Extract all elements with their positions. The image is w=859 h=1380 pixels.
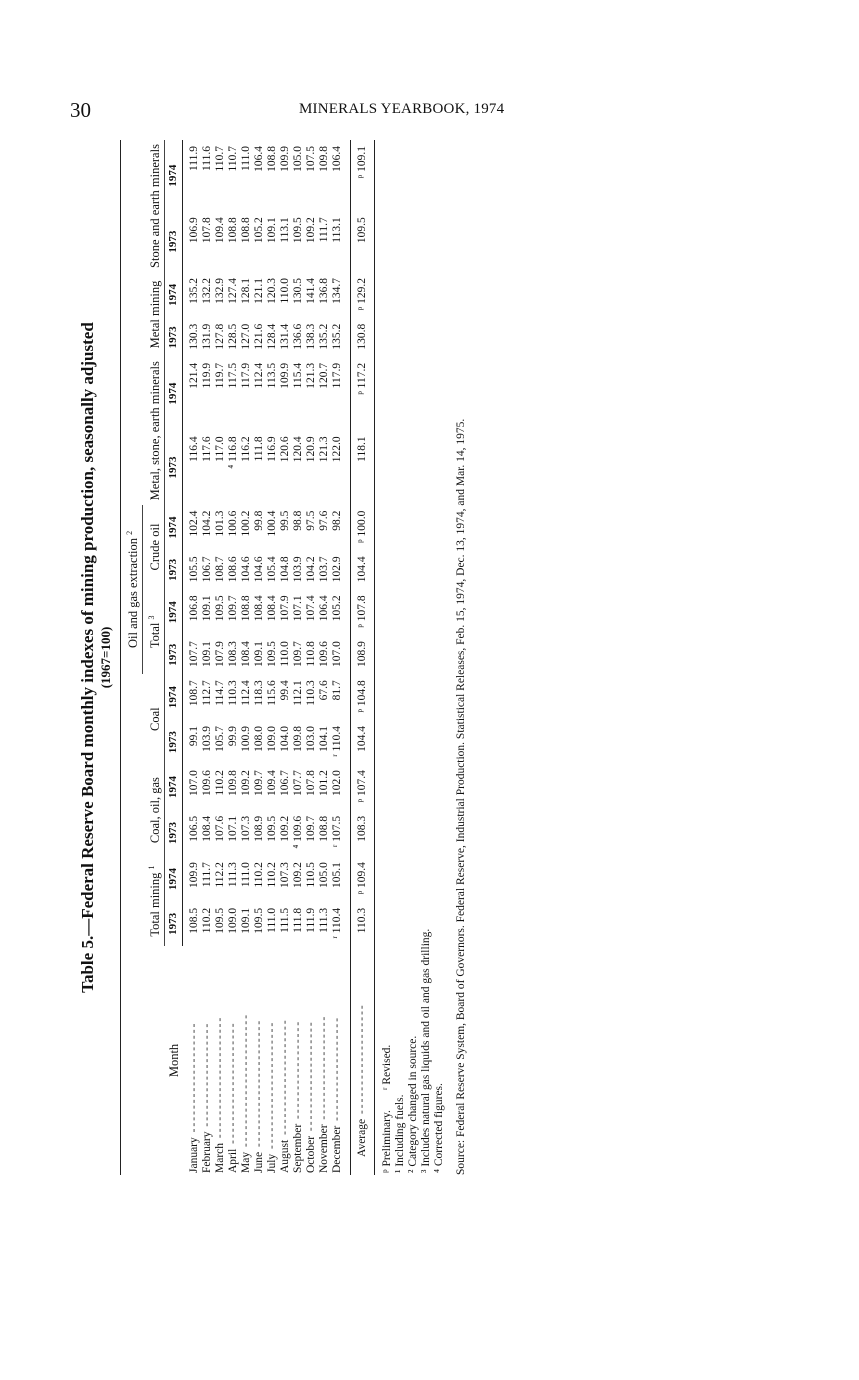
table-row xyxy=(214,140,227,1175)
value-cell: 135.2 xyxy=(331,323,344,350)
month-cell: January ------------------- xyxy=(188,1021,201,1173)
value-cell: 115.6 xyxy=(266,680,279,706)
year-header: 1973 xyxy=(165,720,183,764)
value-cell: ᵖ 104.8 xyxy=(351,674,375,720)
value-cell: 108.4 xyxy=(266,595,279,622)
value-cell: 108.5 xyxy=(188,907,201,934)
value-cell: 109.2 xyxy=(240,770,253,797)
table-row xyxy=(331,140,351,1175)
value-cell: 112.1 xyxy=(292,680,305,706)
value-cell: ᵖ 107.4 xyxy=(351,764,375,810)
value-cell: 104.2 xyxy=(201,510,214,537)
rotated-table-block xyxy=(70,140,490,1175)
value-cell: 116.4 xyxy=(188,436,201,462)
value-cell: 130.3 xyxy=(188,323,201,350)
table-row xyxy=(266,140,279,1175)
year-header: 1973 xyxy=(165,810,183,856)
value-cell: 107.3 xyxy=(240,815,253,842)
value-cell: 109.5 xyxy=(351,211,375,272)
value-cell: 107.1 xyxy=(227,815,240,842)
value-cell: ʳ 107.5 xyxy=(331,815,344,848)
value-cell: 111.9 xyxy=(188,146,201,172)
value-cell: 121.3 xyxy=(318,436,331,463)
value-cell: 131.4 xyxy=(279,323,292,350)
footnote-3: ³ Includes natural gas liquids and oil and gas drilling. xyxy=(420,928,433,1173)
month-cell: August -------------------- xyxy=(279,1018,292,1173)
value-cell: 100.2 xyxy=(240,510,253,537)
value-cell: 102.9 xyxy=(331,556,344,583)
value-cell: 106.9 xyxy=(188,217,201,244)
value-cell: 107.8 xyxy=(201,217,214,244)
page-number: 30 xyxy=(70,98,91,122)
value-cell: 110.2 xyxy=(214,770,227,796)
value-cell: 141.4 xyxy=(305,278,318,304)
footnotes xyxy=(381,140,446,1175)
metal-stone-header: Metal, stone, earth minerals xyxy=(121,357,165,505)
value-cell: ⁴ 116.8 xyxy=(227,436,240,469)
value-cell: 109.7 xyxy=(292,641,305,668)
value-cell: 108.3 xyxy=(227,641,240,668)
value-cell: 127.4 xyxy=(227,278,240,304)
value-cell: 130.5 xyxy=(292,278,305,304)
value-cell: 135.2 xyxy=(188,278,201,304)
value-cell: 105.1 xyxy=(331,862,344,888)
value-cell: 99.9 xyxy=(227,725,240,747)
value-cell: 108.9 xyxy=(351,635,375,674)
month-cell: November ------------------ xyxy=(318,1014,331,1173)
value-cell: 107.6 xyxy=(214,815,227,842)
value-cell: 109.8 xyxy=(227,770,240,797)
production-index-table xyxy=(120,140,375,1175)
value-cell: 135.2 xyxy=(318,323,331,350)
table-row xyxy=(305,140,318,1175)
value-cell: 109.8 xyxy=(292,725,305,752)
value-cell: 107.0 xyxy=(331,641,344,668)
value-cell: 104.0 xyxy=(279,725,292,752)
value-cell: 99.5 xyxy=(279,510,292,531)
value-cell: 119.7 xyxy=(214,362,227,389)
value-cell: 108.7 xyxy=(214,556,227,583)
value-cell: 119.9 xyxy=(201,362,214,389)
year-header: 1974 xyxy=(165,589,183,635)
value-cell: 107.0 xyxy=(188,770,201,797)
value-cell: 127.8 xyxy=(214,323,227,350)
coal-header: Coal xyxy=(121,674,165,764)
value-cell: 109.2 xyxy=(279,815,292,842)
value-cell: 110.2 xyxy=(253,862,266,888)
month-cell: March --------------------- xyxy=(214,1015,227,1173)
value-cell: 108.7 xyxy=(188,680,201,707)
year-header: 1974 xyxy=(165,272,183,318)
value-cell: 120.9 xyxy=(305,436,318,463)
value-cell: 127.0 xyxy=(240,323,253,350)
footnote-4: ⁴ Corrected figures. xyxy=(433,1083,446,1173)
value-cell: 121.4 xyxy=(188,362,201,389)
value-cell: ʳ 110.4 xyxy=(331,725,344,757)
value-cell: 112.2 xyxy=(214,862,227,888)
value-cell: 108.8 xyxy=(266,146,279,172)
value-cell: 109.4 xyxy=(214,217,227,244)
value-cell: 107.8 xyxy=(305,770,318,797)
footnote-1: ¹ Including fuels. xyxy=(394,1094,407,1173)
value-cell: 109.5 xyxy=(292,217,305,244)
footnote-2: ² Category changed in source. xyxy=(407,1035,420,1173)
value-cell: 117.6 xyxy=(201,436,214,462)
value-cell: 128.5 xyxy=(227,323,240,350)
value-cell: 106.5 xyxy=(188,815,201,842)
value-cell: 109.5 xyxy=(266,641,279,668)
stone-earth-header: Stone and earth minerals xyxy=(121,140,165,272)
value-cell: 104.4 xyxy=(351,550,375,589)
value-cell: 108.4 xyxy=(201,815,214,842)
value-cell: 99.4 xyxy=(279,680,292,701)
value-cell: 120.6 xyxy=(279,436,292,463)
value-cell: 100.4 xyxy=(266,510,279,537)
value-cell: 98.2 xyxy=(331,510,344,531)
oil-gas-header: Oil and gas extraction $^2$ xyxy=(121,505,143,675)
value-cell: 111.6 xyxy=(201,146,214,172)
value-cell: 103.7 xyxy=(318,556,331,583)
value-cell: 112.4 xyxy=(240,680,253,706)
coal-oil-gas-header: Coal, oil, gas xyxy=(121,764,165,856)
value-cell: 110.8 xyxy=(305,641,318,667)
year-header: 1973 xyxy=(165,550,183,589)
value-cell: ʳ 110.4 xyxy=(331,907,344,939)
value-cell: 110.7 xyxy=(214,146,227,172)
value-cell: 110.2 xyxy=(201,907,214,934)
value-cell: 132.2 xyxy=(201,278,214,304)
value-cell: 105.5 xyxy=(188,556,201,583)
value-cell: 120.4 xyxy=(292,436,305,463)
value-cell: ᵖ 109.1 xyxy=(351,140,375,211)
value-cell: 108.9 xyxy=(253,815,266,842)
table-row xyxy=(201,140,214,1175)
year-header: 1974 xyxy=(165,674,183,720)
value-cell: ᵖ 100.0 xyxy=(351,505,375,551)
value-cell: 109.1 xyxy=(266,217,279,244)
value-cell: ᵖ 109.4 xyxy=(351,856,375,902)
value-cell: 138.3 xyxy=(305,323,318,350)
value-cell: 105.4 xyxy=(266,556,279,583)
value-cell: 104.6 xyxy=(240,556,253,583)
value-cell: 107.5 xyxy=(305,146,318,172)
oil-gas-total-header: Total $^3$ xyxy=(143,589,165,674)
value-cell: 104.1 xyxy=(318,725,331,752)
value-cell: 109.9 xyxy=(279,362,292,389)
value-cell: ⁴ 109.6 xyxy=(292,815,305,849)
value-cell: 136.6 xyxy=(292,323,305,350)
value-cell: 110.0 xyxy=(279,641,292,667)
value-cell: 110.5 xyxy=(305,862,318,888)
value-cell: 131.9 xyxy=(201,323,214,350)
table-row xyxy=(318,140,331,1175)
value-cell: 107.1 xyxy=(292,595,305,622)
value-cell: 120.7 xyxy=(318,362,331,389)
value-cell: 103.9 xyxy=(201,725,214,752)
value-cell: ᵖ 129.2 xyxy=(351,272,375,318)
value-cell: 109.4 xyxy=(266,770,279,797)
value-cell: 128.1 xyxy=(240,278,253,304)
value-cell: 111.5 xyxy=(279,907,292,933)
value-cell: 110.2 xyxy=(266,862,279,888)
value-cell: 118.3 xyxy=(253,680,266,706)
month-cell: December ------------------ xyxy=(331,1015,344,1173)
value-cell: 111.8 xyxy=(292,907,305,933)
value-cell: 108.4 xyxy=(240,641,253,668)
month-cell: April --------------------- xyxy=(227,1021,240,1173)
value-cell: 114.7 xyxy=(214,680,227,706)
value-cell: 111.0 xyxy=(266,907,279,933)
value-cell: 105.2 xyxy=(331,595,344,622)
value-cell: 109.0 xyxy=(266,725,279,752)
value-cell: 122.0 xyxy=(331,436,344,463)
value-cell: 116.9 xyxy=(266,436,279,462)
value-cell: 109.7 xyxy=(305,815,318,842)
value-cell: 106.4 xyxy=(331,146,344,172)
year-header: 1973 xyxy=(165,430,183,504)
footnote-symbols: ᵖ Preliminary. ʳ Revised. xyxy=(381,1044,394,1173)
value-cell: 102.0 xyxy=(331,770,344,797)
value-cell: 109.8 xyxy=(318,146,331,172)
table-row xyxy=(292,140,305,1175)
value-cell: ᵖ 117.2 xyxy=(351,357,375,431)
value-cell: 132.9 xyxy=(214,278,227,304)
value-cell: 112.7 xyxy=(201,680,214,706)
value-cell: 111.0 xyxy=(240,862,253,888)
month-cell: February ------------------ xyxy=(201,1021,214,1173)
value-cell: 107.4 xyxy=(305,595,318,622)
value-cell: 105.0 xyxy=(292,146,305,172)
value-cell: 109.7 xyxy=(227,595,240,622)
value-cell: 109.2 xyxy=(305,217,318,244)
value-cell: 107.9 xyxy=(214,641,227,668)
value-cell: 109.5 xyxy=(253,907,266,934)
value-cell: 106.4 xyxy=(253,146,266,172)
year-header: 1974 xyxy=(165,140,183,211)
value-cell: 113.5 xyxy=(266,362,279,389)
value-cell: 109.1 xyxy=(201,595,214,622)
crude-oil-header: Crude oil xyxy=(143,505,165,590)
value-cell: 109.1 xyxy=(253,641,266,668)
value-cell: 103.9 xyxy=(292,556,305,583)
value-cell: 105.7 xyxy=(214,725,227,752)
value-cell: 118.1 xyxy=(351,430,375,504)
value-cell: 108.8 xyxy=(240,595,253,622)
value-cell: 104.8 xyxy=(279,556,292,583)
year-header: 1974 xyxy=(165,505,183,551)
value-cell: 109.9 xyxy=(279,146,292,172)
value-cell: 117.9 xyxy=(240,362,253,389)
month-header: Month xyxy=(121,946,183,1175)
value-cell: 104.2 xyxy=(305,556,318,583)
value-cell: 109.5 xyxy=(214,595,227,622)
year-header: 1973 xyxy=(165,211,183,272)
year-header: 1973 xyxy=(165,318,183,357)
value-cell: 105.0 xyxy=(318,862,331,888)
value-cell: 100.6 xyxy=(227,510,240,537)
value-cell: 116.2 xyxy=(240,436,253,462)
value-cell: 109.6 xyxy=(318,641,331,668)
value-cell: 110.3 xyxy=(351,902,375,946)
value-cell: 111.3 xyxy=(318,907,331,933)
value-cell: 107.9 xyxy=(279,595,292,622)
value-cell: 108.8 xyxy=(240,217,253,244)
value-cell: 110.0 xyxy=(279,278,292,304)
table-title: Table 5.—Federal Reserve Board monthly indexes of mining production, seasonally adjusted xyxy=(78,322,97,993)
value-cell: 111.9 xyxy=(305,907,318,933)
source-note: Source: Federal Reserve System, Board of Governors. Federal Reserve, Industrial Production. Statistical Releases, Feb. 15, 1974, Dec. 13, 1974, and Mar. 14, 1975. xyxy=(455,418,468,1175)
value-cell: 108.0 xyxy=(253,725,266,752)
value-cell: 98.8 xyxy=(292,510,305,531)
value-cell: 101.3 xyxy=(214,510,227,537)
value-cell: 111.3 xyxy=(227,862,240,888)
value-cell: 107.7 xyxy=(188,641,201,668)
value-cell: 109.6 xyxy=(201,770,214,797)
value-cell: 111.7 xyxy=(201,862,214,888)
value-cell: 109.5 xyxy=(214,907,227,934)
table-row xyxy=(227,140,240,1175)
value-cell: 117.9 xyxy=(331,362,344,389)
value-cell: 110.3 xyxy=(305,680,318,706)
running-head: MINERALS YEARBOOK, 1974 xyxy=(299,101,505,117)
year-header: 1973 xyxy=(165,902,183,946)
value-cell: 107.7 xyxy=(292,770,305,797)
value-cell: 107.3 xyxy=(279,862,292,888)
value-cell: 106.4 xyxy=(318,595,331,622)
value-cell: 108.6 xyxy=(227,556,240,583)
table-row xyxy=(279,140,292,1175)
value-cell: ᵖ 107.8 xyxy=(351,589,375,635)
value-cell: 112.4 xyxy=(253,362,266,389)
value-cell: 97.5 xyxy=(305,510,318,531)
value-cell: 110.7 xyxy=(227,146,240,172)
value-cell: 121.1 xyxy=(253,278,266,304)
value-cell: 103.0 xyxy=(305,725,318,752)
value-cell: 117.5 xyxy=(227,362,240,389)
value-cell: 134.7 xyxy=(331,278,344,304)
value-cell: 81.7 xyxy=(331,680,344,701)
table-row xyxy=(253,140,266,1175)
metal-mining-header: Metal mining xyxy=(121,272,165,357)
value-cell: 111.8 xyxy=(253,436,266,462)
value-cell: 108.4 xyxy=(253,595,266,622)
value-cell: 106.7 xyxy=(201,556,214,583)
month-cell: May ----------------------- xyxy=(240,1012,253,1173)
value-cell: 97.6 xyxy=(318,510,331,531)
value-cell: 99.1 xyxy=(188,725,201,747)
value-cell: 105.2 xyxy=(253,217,266,244)
value-cell: 99.8 xyxy=(253,510,266,531)
year-header: 1974 xyxy=(165,856,183,902)
value-cell: 100.9 xyxy=(240,725,253,752)
value-cell: 128.4 xyxy=(266,323,279,350)
value-cell: 104.4 xyxy=(351,720,375,764)
year-header: 1973 xyxy=(165,635,183,674)
value-cell: 109.0 xyxy=(227,907,240,934)
value-cell: 102.4 xyxy=(188,510,201,537)
month-cell: October ------------------- xyxy=(305,1020,318,1173)
year-header: 1974 xyxy=(165,357,183,431)
value-cell: 120.3 xyxy=(266,278,279,304)
value-cell: 109.2 xyxy=(292,862,305,888)
value-cell: 108.8 xyxy=(318,815,331,842)
value-cell: 101.2 xyxy=(318,770,331,797)
value-cell: 109.7 xyxy=(253,770,266,797)
value-cell: 109.1 xyxy=(240,907,253,934)
month-cell: June ---------------------- xyxy=(253,1018,266,1173)
table-row xyxy=(240,140,253,1175)
value-cell: 109.9 xyxy=(188,862,201,888)
table-subtitle: (1967=100) xyxy=(98,626,113,689)
value-cell: 113.1 xyxy=(331,217,344,243)
value-cell: 115.4 xyxy=(292,362,305,389)
value-cell: 110.3 xyxy=(227,680,240,706)
month-cell: Average ------------------- xyxy=(351,946,375,1175)
value-cell: 121.3 xyxy=(305,362,318,389)
month-cell: September ----------------- xyxy=(292,1019,305,1173)
value-cell: 106.7 xyxy=(279,770,292,797)
value-cell: 108.3 xyxy=(351,810,375,856)
value-cell: 109.5 xyxy=(266,815,279,842)
average-row xyxy=(351,140,375,1175)
value-cell: 67.6 xyxy=(318,680,331,701)
value-cell: 130.8 xyxy=(351,318,375,357)
value-cell: 111.0 xyxy=(240,146,253,172)
value-cell: 136.8 xyxy=(318,278,331,304)
value-cell: 104.6 xyxy=(253,556,266,583)
value-cell: 109.1 xyxy=(201,641,214,668)
total-mining-header: Total mining $^1$ xyxy=(121,856,165,946)
value-cell: 111.7 xyxy=(318,217,331,243)
value-cell: 113.1 xyxy=(279,217,292,243)
value-cell: 108.8 xyxy=(227,217,240,244)
table-row xyxy=(183,140,202,1175)
value-cell: 117.0 xyxy=(214,436,227,462)
value-cell: 106.8 xyxy=(188,595,201,622)
year-header: 1974 xyxy=(165,764,183,810)
value-cell: 121.6 xyxy=(253,323,266,350)
month-cell: July ---------------------- xyxy=(266,1020,279,1173)
